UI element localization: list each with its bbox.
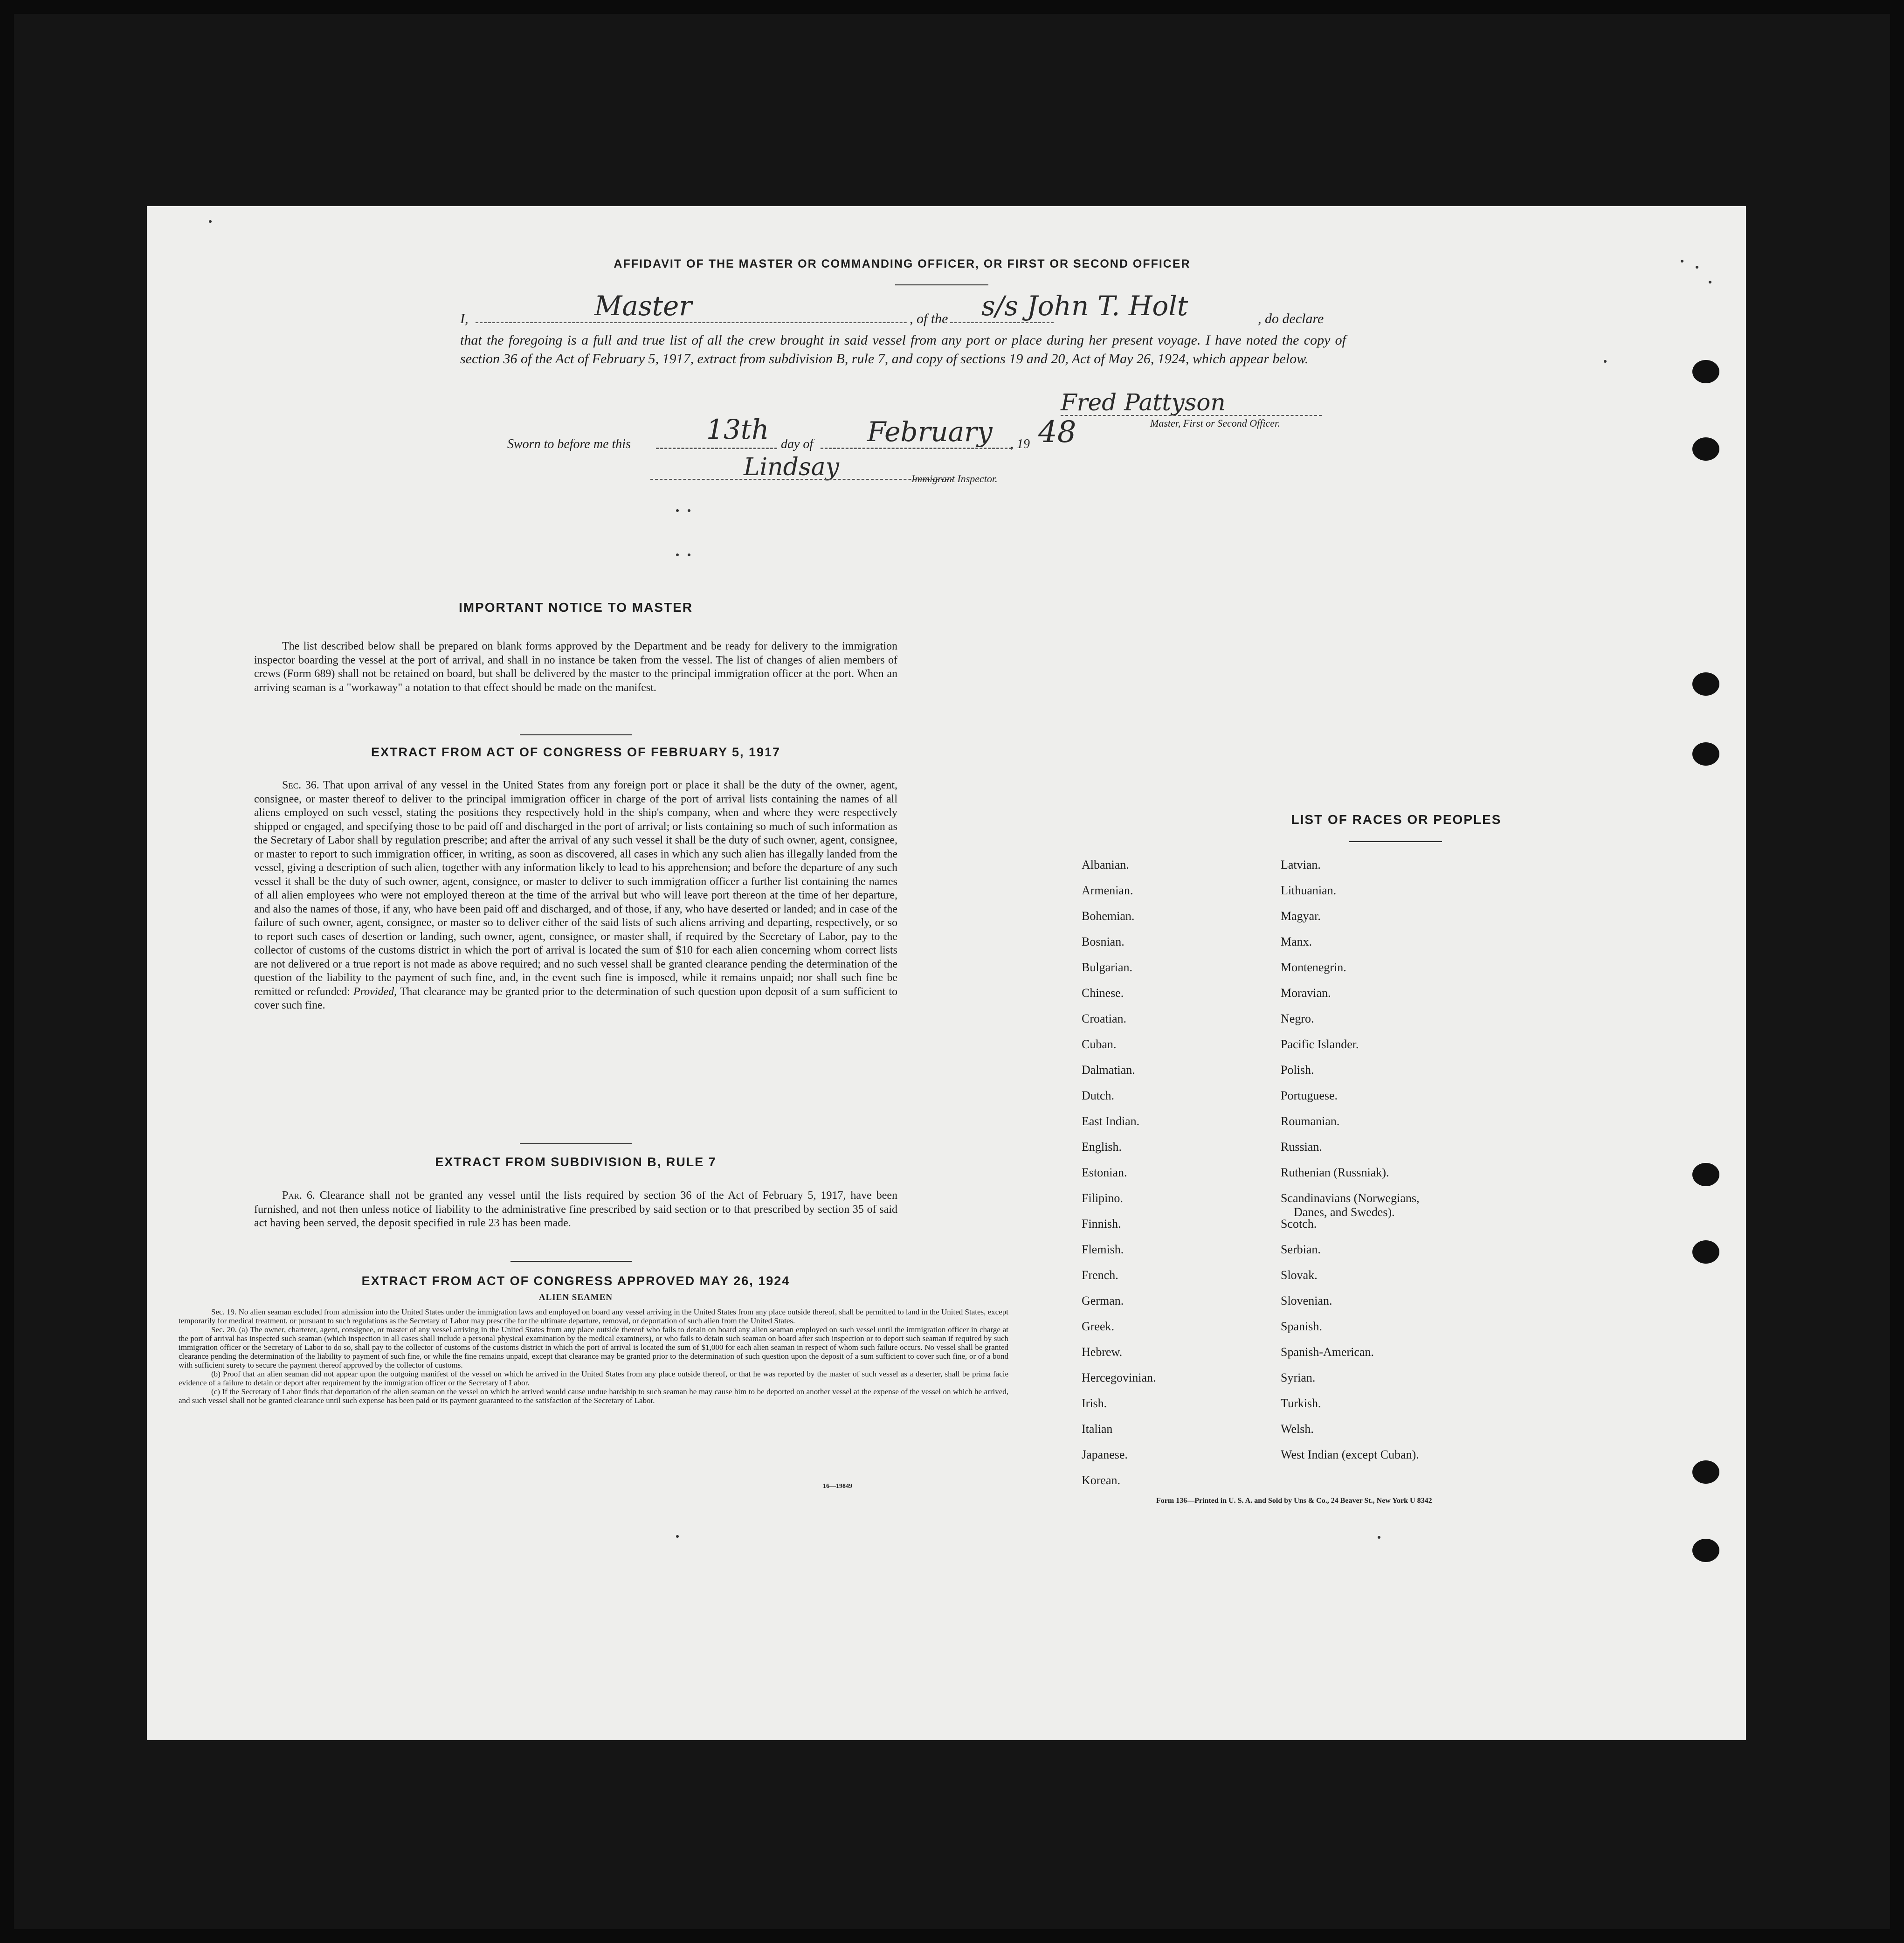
speck <box>688 509 690 512</box>
speck <box>1696 266 1698 269</box>
race-item: Finnish. <box>1082 1217 1121 1231</box>
sec-36-text-end: That clearance may be granted prior to the determination of such question upon deposit of a sum sufficient to cover such fine. <box>254 985 897 1011</box>
race-item: Montenegrin. <box>1281 961 1346 974</box>
sec-19-text: Sec. 19. No alien seaman excluded from admission into the United States under the immigration laws and employed on board any vessel arriving in the United States from any place outside thereof, shall be permitted to land in the United States, except temporarily for medical treatment, or pursuant to such regulations as the Secretary of Labor may prescribe for the ultimate departure, removal, or deportation of such alien from the United States. <box>179 1307 1008 1325</box>
subdivision-b-heading: EXTRACT FROM SUBDIVISION B, RULE 7 <box>435 1155 717 1169</box>
race-item: German. <box>1082 1294 1124 1307</box>
sec-20c-text: (c) If the Secretary of Labor finds that deportation of the alien seaman on the vessel on which he arrived would cause undue hardship to such seaman he may cause him to be deported on another vessel at the expense of the vessel on which he arrived, and such vessel shall not be granted clearance until such expense has been paid or its payment guaranteed to the satisfaction of the Secretary of Labor. <box>179 1387 1008 1405</box>
day-of-label: day of <box>781 437 814 451</box>
alien-seamen-subheading: ALIEN SEAMEN <box>538 1293 613 1302</box>
race-item: Slovak. <box>1281 1268 1318 1282</box>
binder-hole <box>1692 1240 1719 1264</box>
notice-text-content: The list described below shall be prepared on blank forms approved by the Department and be ready for delivery to the immigration inspector boarding the vessel at the port of arrival, and shall in no instance be taken from the vessel. The list of changes of alien members of crews (Form 689) shall not be retained on board, but shall be delivered by the master to the principal immigration officer at the port. When an arriving seaman is a "workaway" a notation to that effect should be made on the manifest. <box>254 640 897 694</box>
document-page <box>147 206 1746 1740</box>
sec-36-text: That upon arrival of any vessel in the United States from any foreign port or place it shall be the duty of the owner, agent, consignee, or master thereof to deliver to the principal immigration officer in charge of the port of arrival lists containing the names of all aliens employed on such vessel, stating the positions they respectively hold in the ship's company, when and where they were respectively shipped or engaged, and specifying those to be paid off and discharged in the port of arrival; or lists containing so much of such information as the Secretary of Labor shall by regulation prescribe; and after the arrival of any such vessel it shall be the duty of such owner, agent, consignee, or master to report to such immigration officer, in writing, as soon as discovered, all cases in which any such alien has illegally landed from the vessel, giving a description of such alien, together with any information likely to lead to his apprehension; and before the departure of any such vessel it shall be the duty of such owner, agent, consignee, or master to deliver to such immigration officer a further list containing the names of all alien employees who were not employed thereon at the time of the arrival but who will leave port thereon at the time of her departure, and also the names of those, if any, who have been paid off and discharged, and of those, if any, who have deserted or landed; and in case of the failure of such owner, agent, consignee, or master so to deliver either of the said lists of such aliens arriving and departing, respectively, or so to report such cases of desertion or landing, such owner, agent, consignee, or master shall, if required by the Secretary of Labor, pay to the collector of customs of the customs district in which the port of arrival is located the sum of $10 for each alien concerning whom correct lists are not delivered or a true report is not made as above required; and no such vessel shall be granted clearance pending the determination of the question of the liability to the payment of such fine, and, in the event such fine is imposed, while it remains unpaid; nor shall such fine be remitted or refunded: <box>254 779 897 998</box>
race-item: Filipino. <box>1082 1191 1123 1205</box>
form-footer: Form 136—Printed in U. S. A. and Sold by Uns & Co., 24 Beaver St., New York U 8342 <box>1156 1497 1432 1505</box>
binder-hole <box>1692 360 1719 383</box>
race-item: Spanish-American. <box>1281 1345 1374 1359</box>
binder-hole <box>1692 437 1719 461</box>
par-6-text: Clearance shall not be granted any vessel until the lists required by section 36 of the Act of February 5, 1917, have been furnished, and not then unless notice of liability to the administrative fine prescribed by said section or to that prescribed by section 35 of said act having been served, the deposit specified in rule 23 has been made. <box>254 1189 898 1229</box>
extract-1917-heading: EXTRACT FROM ACT OF CONGRESS OF FEBRUARY 5, 1917 <box>371 745 781 759</box>
race-item: Hercegovinian. <box>1082 1371 1156 1384</box>
race-item: Manx. <box>1281 935 1312 948</box>
sec-20b-text: (b) Proof that an alien seaman did not appear upon the outgoing manifest of the vessel on which he arrived in the United States from any place outside thereof, or that he was reported by the master of such vessel as a deserter, shall be prima facie evidence of a failure to detain or deport after requirement by the immigration officer or the Secretary of Labor. <box>179 1369 1008 1387</box>
signature-caption: Master, First or Second Officer. <box>1150 417 1280 429</box>
binder-hole <box>1692 742 1719 766</box>
race-item: Welsh. <box>1281 1422 1314 1436</box>
race-item: Slovenian. <box>1281 1294 1332 1307</box>
race-item: Turkish. <box>1281 1397 1321 1410</box>
month-fill-line <box>821 448 1012 449</box>
races-heading: LIST OF RACES OR PEOPLES <box>1291 812 1502 827</box>
race-item: Serbian. <box>1281 1243 1321 1256</box>
divider <box>510 1261 632 1262</box>
race-item: East Indian. <box>1082 1114 1140 1128</box>
race-item: Polish. <box>1281 1063 1314 1077</box>
do-declare-label: , do declare <box>1258 311 1324 326</box>
race-item: Japanese. <box>1082 1448 1128 1461</box>
race-item: Lithuanian. <box>1281 884 1337 897</box>
race-item: Hebrew. <box>1082 1345 1123 1359</box>
race-item: Greek. <box>1082 1320 1115 1333</box>
handwritten-name: Master <box>594 290 692 322</box>
affidavit-body: that the foregoing is a full and true list of all the crew brought in said vessel from any port or place during her present voyage. I have noted the copy of section 36 of the Act of February 5, 1917, extract from subdivision B, rule 7, and copy of sections 19 and 20, Act of May 26, 1924, which appear below. <box>460 332 1346 366</box>
race-item: Danes, and Swedes). <box>1294 1205 1395 1219</box>
binder-hole <box>1692 1539 1719 1562</box>
signature-line <box>1061 415 1322 416</box>
handwritten-month: February <box>867 416 993 448</box>
race-item: Syrian. <box>1281 1371 1316 1384</box>
race-item: Magyar. <box>1281 909 1321 923</box>
subdivision-b-text <box>254 1189 897 1231</box>
race-item: Bosnian. <box>1082 935 1124 948</box>
sec-36-label: Sec. 36. <box>282 779 319 791</box>
binder-hole <box>1692 672 1719 696</box>
affidavit-i-label: I, <box>460 311 469 326</box>
handwritten-day: 13th <box>706 414 769 445</box>
divider <box>520 734 632 735</box>
race-item: Russian. <box>1281 1140 1322 1154</box>
race-item: West Indian (except Cuban). <box>1281 1448 1419 1461</box>
speck <box>1681 260 1683 263</box>
speck <box>676 1535 679 1538</box>
notice-text <box>254 640 897 695</box>
speck <box>1378 1536 1380 1539</box>
race-item: Bulgarian. <box>1082 961 1133 974</box>
race-item: Cuban. <box>1082 1037 1117 1051</box>
form-number: 16—19849 <box>823 1483 852 1490</box>
race-item: English. <box>1082 1140 1122 1154</box>
speck <box>1604 360 1607 363</box>
race-item: Spanish. <box>1281 1320 1322 1333</box>
speck <box>1709 281 1711 283</box>
affidavit-title: AFFIDAVIT OF THE MASTER OR COMMANDING OFFICER, OR FIRST OR SECOND OFFICER <box>614 257 1191 270</box>
race-item: Latvian. <box>1281 858 1321 871</box>
notice-heading: IMPORTANT NOTICE TO MASTER <box>458 600 693 615</box>
provided-label: Provided, <box>353 985 397 998</box>
race-item: Scandinavians (Norwegians, <box>1281 1191 1420 1205</box>
day-fill-line <box>656 448 777 449</box>
binder-hole <box>1692 1460 1719 1484</box>
signature: Fred Pattyson <box>1061 389 1226 416</box>
handwritten-vessel: s/s John T. Holt <box>981 290 1188 322</box>
race-item: Korean. <box>1082 1473 1121 1487</box>
race-item: Roumanian. <box>1281 1114 1340 1128</box>
binder-hole <box>1692 1163 1719 1186</box>
inspector-line <box>650 479 953 480</box>
race-item: Albanian. <box>1082 858 1129 871</box>
year-prefix: , 19 <box>1010 437 1030 451</box>
par-6-label: Par. 6. <box>282 1189 315 1202</box>
speck <box>688 553 690 556</box>
inspector-caption: Immigrant Inspector. <box>911 473 998 484</box>
race-item: Negro. <box>1281 1012 1314 1025</box>
extract-1917-text <box>254 779 897 1013</box>
race-item: Bohemian. <box>1082 909 1135 923</box>
divider <box>520 1143 632 1144</box>
race-item: Ruthenian (Russniak). <box>1281 1166 1389 1179</box>
race-item: Flemish. <box>1082 1243 1124 1256</box>
race-item: Dalmatian. <box>1082 1063 1135 1077</box>
race-item: Dutch. <box>1082 1089 1115 1102</box>
divider <box>1349 841 1442 842</box>
sec-20a-text: Sec. 20. (a) The owner, charterer, agent, consignee, or master of any vessel arriving in the United States from any place outside thereof who fails to detain on board any alien seaman employed on such vessel until the immigration officer in charge at the port of arrival has inspected such seaman (which inspection in all cases shall include a personal physical examination by the medical examiners), or who fails to detain such seaman on board after such inspection or to deport such seaman if required by such immigration officer or the Secretary of Labor to do so, shall pay to the collector of customs of the customs district in which the port of arrival is located the sum of $1,000 for each alien seaman in respect of whom such failure occurs. No vessel shall be granted clearance pending the determination of the liability to payment of such fine, or while the fine remains unpaid, except that clearance may be granted prior to the determination of such question upon the deposit of a sum sufficient to cover such fine, or of a bond with sufficient surety to secure the payment thereof approved by the collector of customs. <box>179 1325 1008 1369</box>
handwritten-year: 48 <box>1038 415 1076 449</box>
divider <box>895 284 988 285</box>
speck <box>209 220 212 223</box>
race-item: Moravian. <box>1281 986 1331 1000</box>
race-item: Armenian. <box>1082 884 1133 897</box>
race-item: Irish. <box>1082 1397 1107 1410</box>
sworn-label: Sworn to before me this <box>507 437 631 451</box>
race-item: Chinese. <box>1082 986 1124 1000</box>
race-item: Pacific Islander. <box>1281 1037 1359 1051</box>
race-item: Croatian. <box>1082 1012 1127 1025</box>
extract-1924-heading: EXTRACT FROM ACT OF CONGRESS APPROVED MAY 26, 1924 <box>361 1274 790 1288</box>
speck <box>676 553 679 556</box>
of-the-label: , of the <box>908 311 950 327</box>
race-item: Estonian. <box>1082 1166 1127 1179</box>
race-item: Scotch. <box>1281 1217 1317 1231</box>
extract-1924-text <box>179 1307 1008 1405</box>
speck <box>676 509 679 512</box>
race-item: Italian <box>1082 1422 1113 1436</box>
inspector-signature: Lindsay <box>744 453 840 481</box>
race-item: Portuguese. <box>1281 1089 1338 1102</box>
race-item: French. <box>1082 1268 1118 1282</box>
name-fill-line <box>476 322 1054 323</box>
